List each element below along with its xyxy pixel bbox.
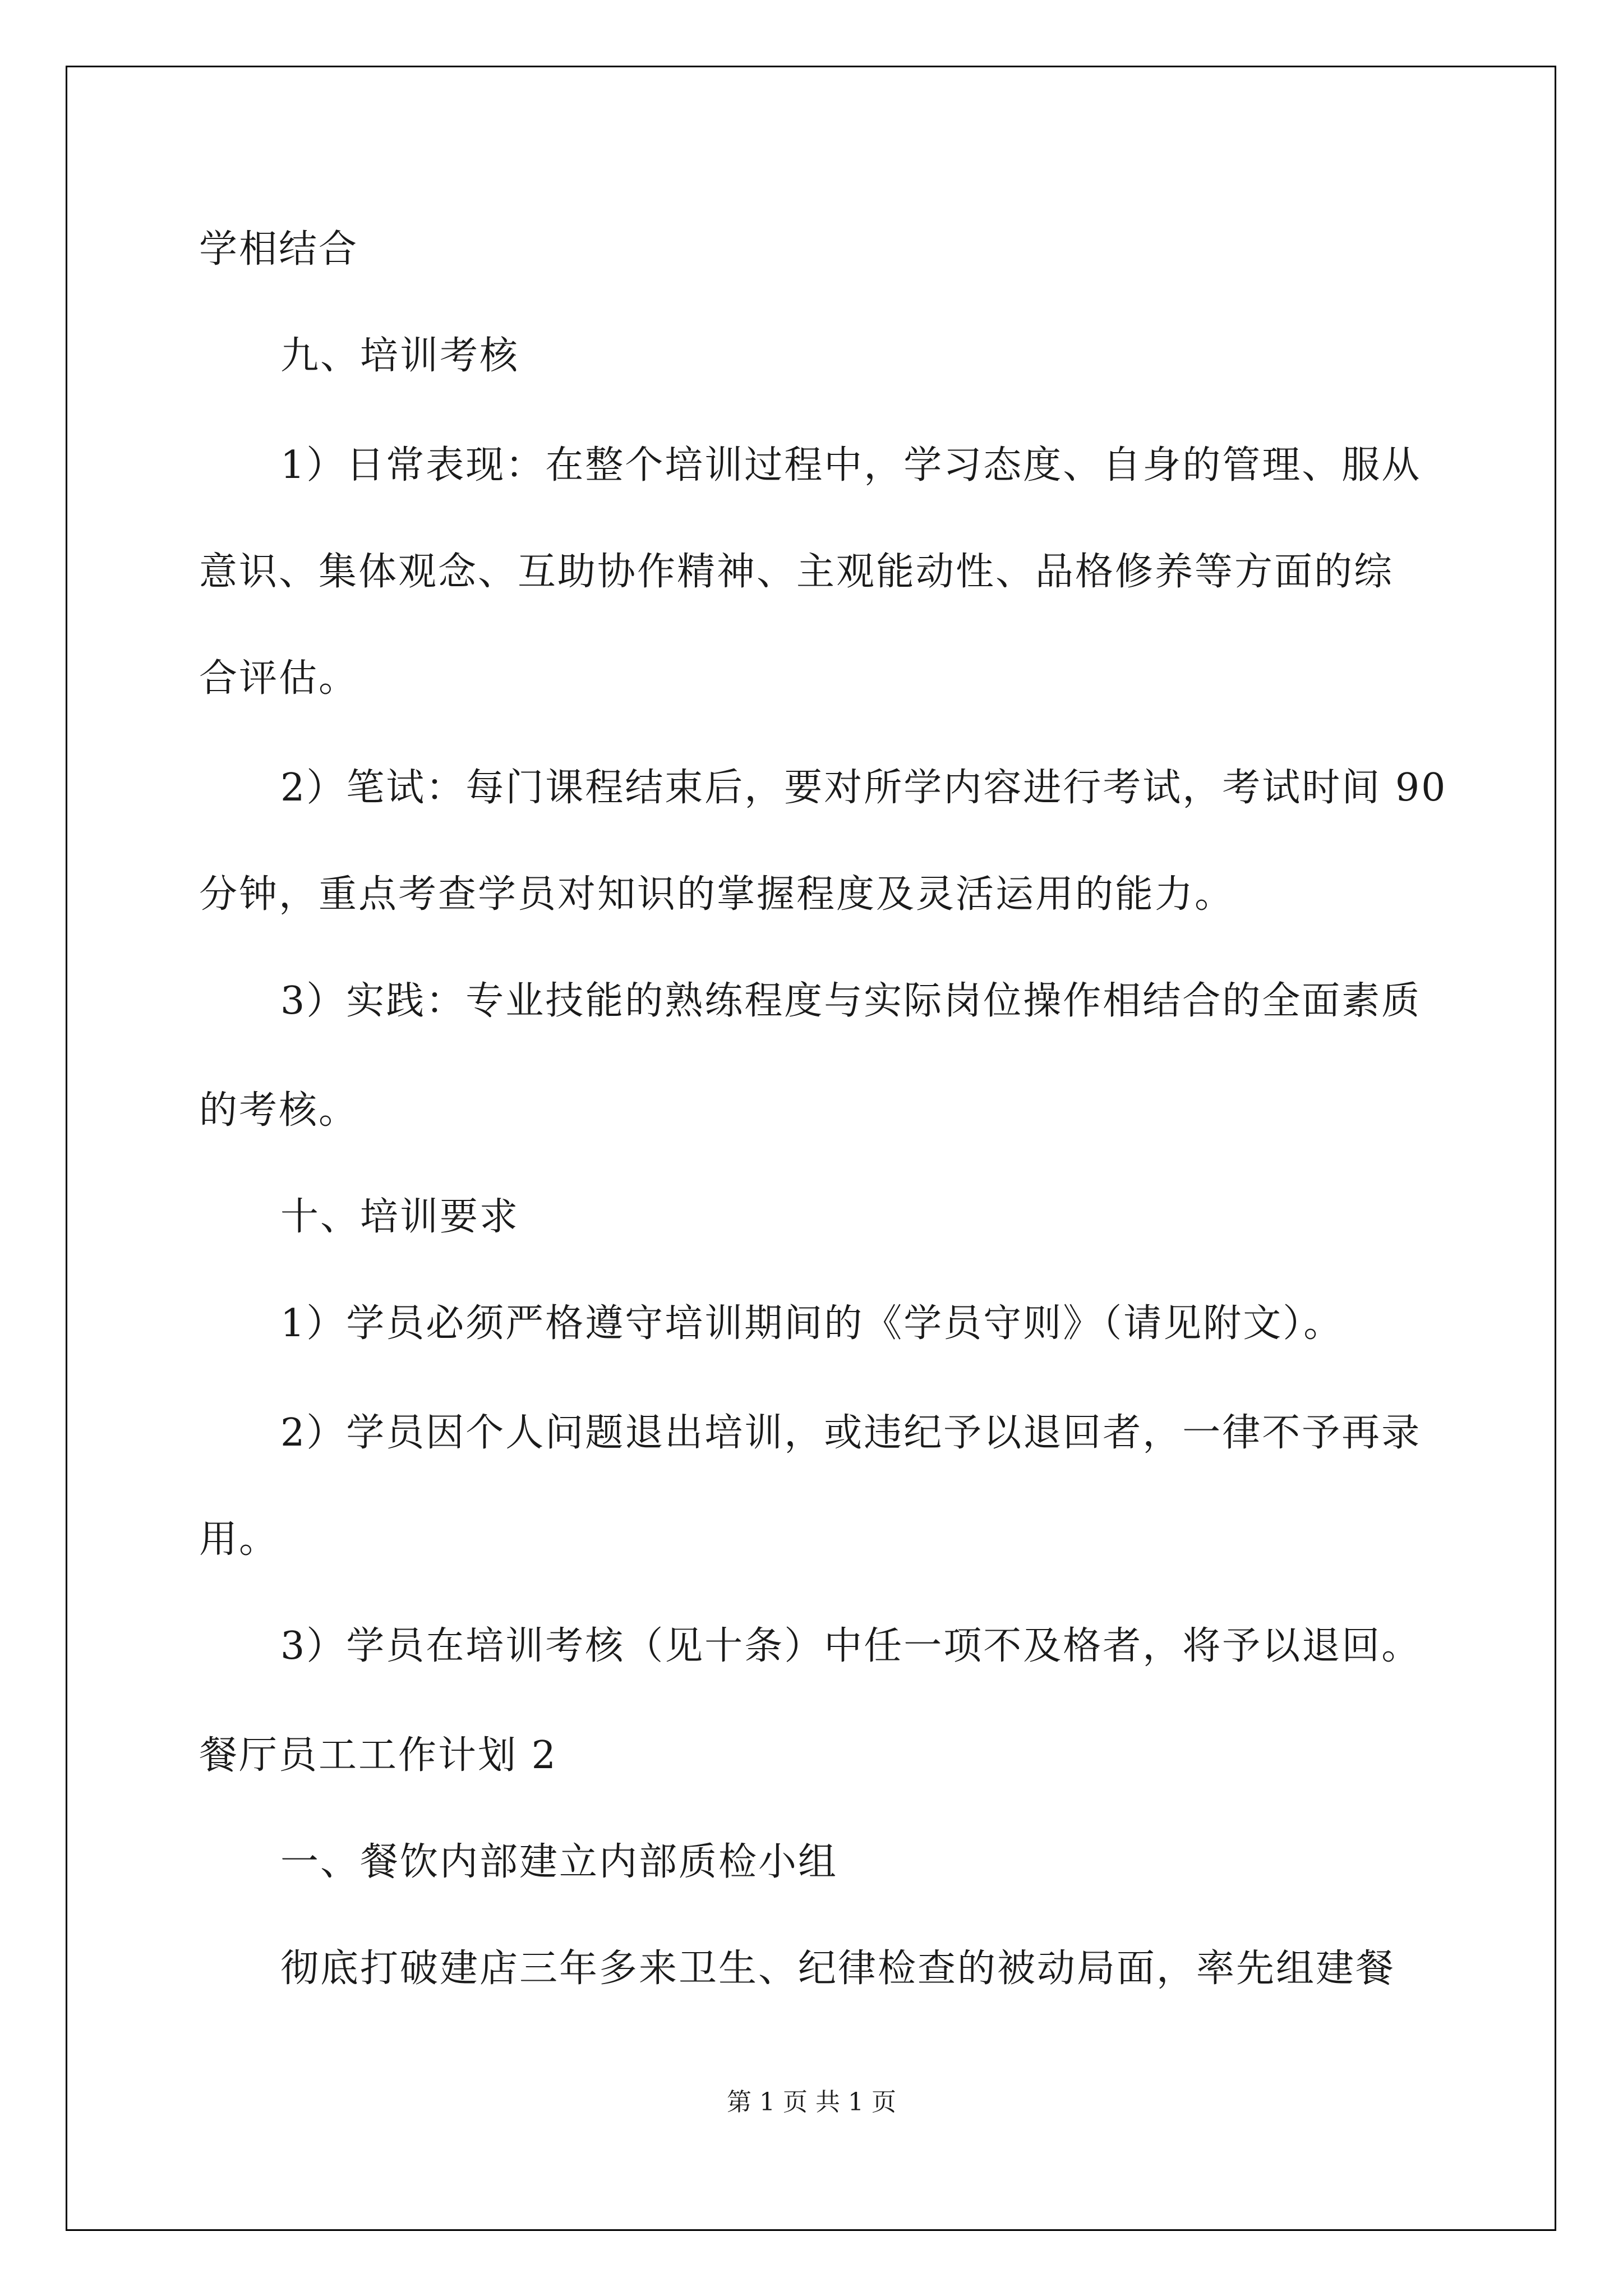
text-line: 1）学员必须严格遵守培训期间的《学员守则》（请见附文）。	[280, 1301, 1344, 1346]
document-title: 餐厅员工工作计划 2	[199, 1733, 557, 1778]
text-line: 合评估。	[199, 656, 359, 701]
text-line: 2）学员因个人问题退出培训，或违纪予以退回者，一律不予再录	[280, 1411, 1422, 1455]
text-line: 分钟，重点考查学员对知识的掌握程度及灵活运用的能力。	[199, 872, 1235, 917]
section-heading: 九、培训考核	[280, 334, 520, 378]
section-heading: 一、餐饮内部建立内部质检小组	[280, 1840, 838, 1884]
section-heading: 十、培训要求	[280, 1195, 520, 1239]
page-number-footer: 第 1 页 共 1 页	[727, 2088, 896, 2116]
page-border	[66, 66, 1556, 2231]
text-line: 用。	[199, 1517, 279, 1562]
text-line: 3）实践：专业技能的熟练程度与实际岗位操作相结合的全面素质	[280, 979, 1422, 1023]
text-line: 的考核。	[199, 1088, 359, 1133]
text-line: 1）日常表现：在整个培训过程中，学习态度、自身的管理、服从	[280, 443, 1422, 487]
text-line: 学相结合	[199, 227, 359, 272]
text-line: 3）学员在培训考核（见十条）中任一项不及格者，将予以退回。	[280, 1624, 1422, 1668]
text-line: 2）笔试：每门课程结束后，要对所学内容进行考试，考试时间 90	[280, 766, 1447, 810]
text-line: 意识、集体观念、互助协作精神、主观能动性、品格修养等方面的综	[199, 550, 1394, 594]
text-line: 彻底打破建店三年多来卫生、纪律检查的被动局面，率先组建餐	[280, 1947, 1396, 1991]
